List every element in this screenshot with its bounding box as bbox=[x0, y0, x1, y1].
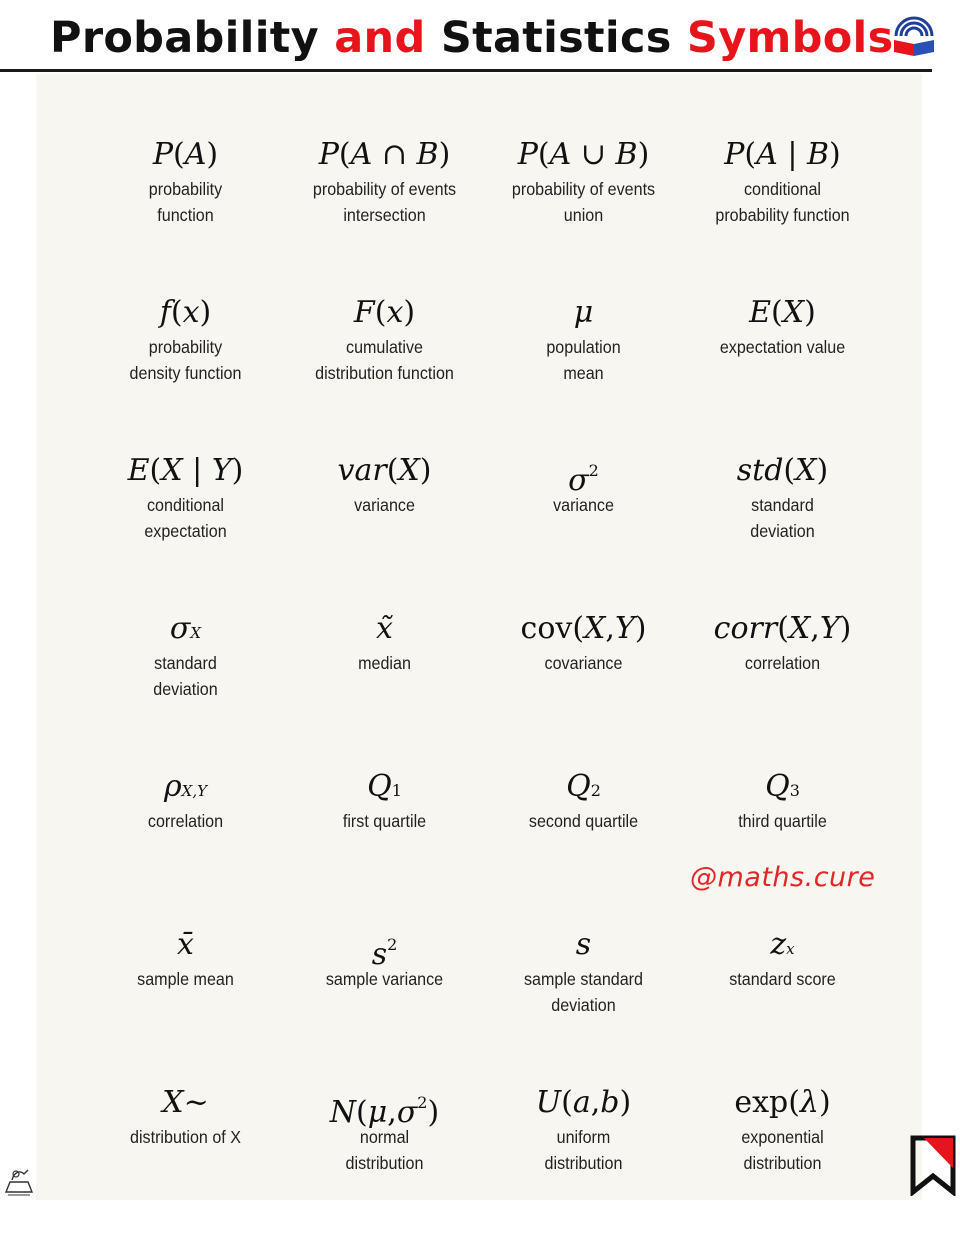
symbol-label: standard score bbox=[729, 969, 836, 989]
symbol-sigma-squared: $\sigma^2$ bbox=[568, 461, 599, 498]
symbol-card bbox=[86, 924, 285, 1082]
symbol-label: variance bbox=[553, 495, 614, 515]
bookmark-logo-icon bbox=[910, 1134, 956, 1196]
symbol-union: P(A ∪ B) bbox=[517, 137, 650, 172]
symbol-sigma-x: σX bbox=[169, 611, 202, 646]
symbol-label: correlation bbox=[147, 811, 224, 831]
symbol-expectation: E(X) bbox=[749, 295, 816, 330]
symbol-label: population mean bbox=[546, 337, 621, 383]
symbol-sample-mean: x̄ bbox=[177, 927, 194, 962]
symbol-card bbox=[484, 1082, 683, 1240]
symbol-label: exponential distribution bbox=[741, 1127, 824, 1173]
symbol-label: expectation value bbox=[719, 337, 846, 357]
symbol-label: covariance bbox=[544, 653, 623, 673]
symbol-card bbox=[285, 450, 484, 608]
title-part-statistics: Statistics bbox=[440, 13, 672, 63]
symbol-card bbox=[86, 766, 285, 924]
title-part-symbols: Symbols bbox=[686, 13, 894, 63]
symbol-distribution-of-x: X~ bbox=[162, 1085, 209, 1120]
symbol-card bbox=[484, 924, 683, 1082]
symbol-card bbox=[285, 134, 484, 292]
symbol-exponential: exp(λ) bbox=[734, 1085, 831, 1120]
symbol-q2: Q2 bbox=[566, 769, 601, 804]
symbol-card bbox=[683, 134, 882, 292]
symbol-card bbox=[683, 608, 882, 766]
symbol-pdf: f(x) bbox=[159, 295, 212, 330]
symbol-intersection: P(A ∩ B) bbox=[318, 137, 451, 172]
symbol-label: cumulative distribution function bbox=[315, 337, 454, 383]
symbol-rho: ρX,Y bbox=[164, 769, 207, 804]
symbol-card bbox=[86, 608, 285, 766]
symbol-card bbox=[86, 1082, 285, 1240]
symbol-label: second quartile bbox=[528, 811, 639, 831]
symbol-card bbox=[484, 450, 683, 608]
symbol-card bbox=[285, 608, 484, 766]
symbol-card bbox=[683, 450, 882, 608]
page-title bbox=[50, 8, 893, 68]
symbol-label: conditional expectation bbox=[144, 495, 227, 541]
symbol-card bbox=[484, 608, 683, 766]
symbol-var: var(X) bbox=[337, 453, 432, 488]
symbol-label: standard deviation bbox=[153, 653, 218, 699]
symbol-sample-std: s bbox=[575, 927, 592, 962]
symbol-q1: Q1 bbox=[367, 769, 402, 804]
symbol-card bbox=[285, 292, 484, 450]
symbol-label: sample mean bbox=[137, 969, 234, 989]
symbol-label: distribution of X bbox=[130, 1127, 241, 1147]
symbol-population-mean: μ bbox=[573, 295, 594, 330]
symbol-label: uniform distribution bbox=[544, 1127, 623, 1173]
symbol-card bbox=[683, 1082, 882, 1240]
symbol-label: first quartile bbox=[342, 811, 427, 831]
symbol-card bbox=[86, 450, 285, 608]
symbol-card bbox=[285, 766, 484, 924]
symbol-label: median bbox=[358, 653, 411, 673]
title-part-and: and bbox=[334, 13, 426, 63]
symbol-label: variance bbox=[354, 495, 415, 515]
symbol-label: sample standard deviation bbox=[523, 969, 644, 1015]
symbol-label: probability function bbox=[148, 179, 223, 225]
header bbox=[0, 0, 960, 74]
symbol-card bbox=[484, 766, 683, 924]
symbol-normal: $N(\mu,\sigma^2)$ bbox=[329, 1093, 440, 1130]
symbol-label: third quartile bbox=[738, 811, 827, 831]
symbol-label: probability of events union bbox=[511, 179, 656, 225]
title-part-probability: Probability bbox=[50, 13, 319, 63]
symbol-label: conditional probability function bbox=[715, 179, 850, 225]
header-divider bbox=[0, 69, 932, 72]
watermark-handle: @maths.cure bbox=[690, 862, 876, 893]
symbol-label: probability of events intersection bbox=[312, 179, 457, 225]
symbol-grid bbox=[86, 134, 882, 1240]
symbol-sample-variance: $s^2$ bbox=[371, 935, 398, 972]
symbol-card bbox=[484, 292, 683, 450]
symbol-label: correlation bbox=[744, 653, 821, 673]
symbol-label: probability density function bbox=[129, 337, 242, 383]
symbol-card bbox=[285, 1082, 484, 1240]
symbol-corr: corr(X,Y) bbox=[713, 611, 852, 646]
symbol-cdf: F(x) bbox=[353, 295, 416, 330]
symbol-median: x̃ bbox=[376, 611, 393, 646]
symbol-label: standard deviation bbox=[750, 495, 815, 541]
symbol-z-score: zx bbox=[770, 927, 795, 962]
symbol-card bbox=[683, 766, 882, 924]
open-book-logo-icon bbox=[890, 12, 938, 60]
symbol-q3: Q3 bbox=[765, 769, 800, 804]
symbol-uniform: U(a,b) bbox=[535, 1085, 632, 1120]
symbol-probability-function: P(A) bbox=[152, 137, 219, 172]
symbol-covariance: cov(X,Y) bbox=[520, 611, 647, 646]
symbol-card bbox=[86, 134, 285, 292]
symbol-label: normal distribution bbox=[345, 1127, 424, 1173]
symbol-card bbox=[683, 924, 882, 1082]
writing-hand-icon bbox=[2, 1162, 36, 1198]
symbol-card bbox=[285, 924, 484, 1082]
symbol-card bbox=[86, 292, 285, 450]
symbol-card bbox=[484, 134, 683, 292]
symbol-conditional-expectation: E(X | Y) bbox=[127, 453, 244, 488]
symbol-card bbox=[683, 292, 882, 450]
symbol-conditional-probability: P(A | B) bbox=[724, 137, 841, 172]
symbol-std: std(X) bbox=[736, 453, 829, 488]
symbol-label: sample variance bbox=[325, 969, 444, 989]
